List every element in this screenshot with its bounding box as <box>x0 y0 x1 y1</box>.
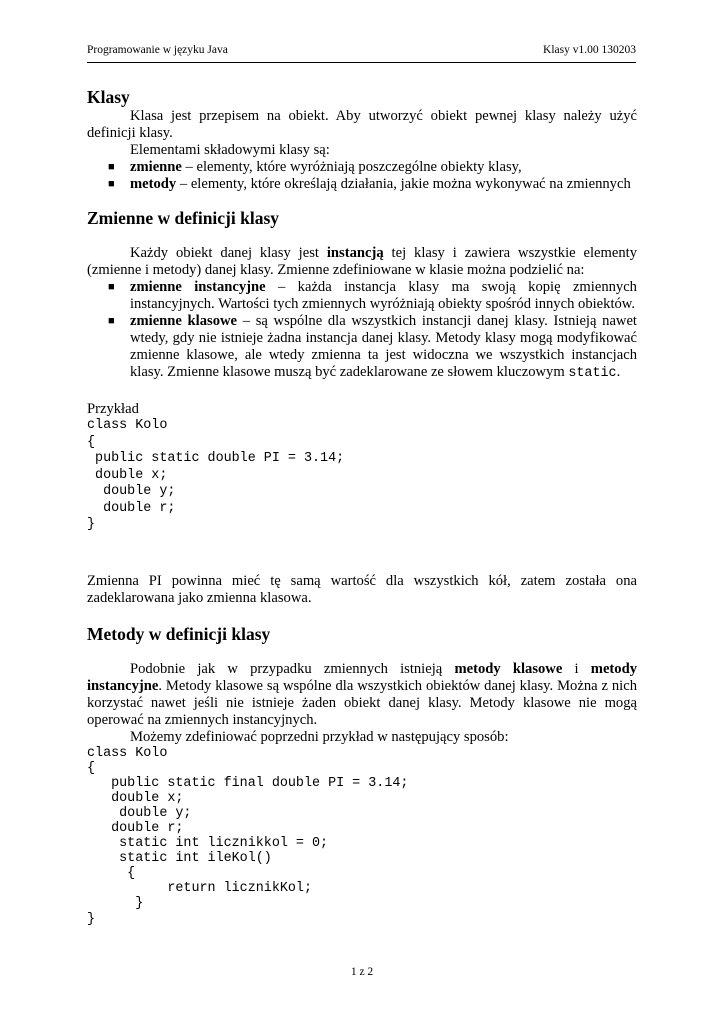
bullet-icon: ■ <box>108 161 115 173</box>
example-label: Przykład <box>87 401 139 417</box>
document-body <box>87 86 637 927</box>
code-block: class Kolo { public static final double PI = 3.14; double x; double y; double r; static int licznikkol = 0; static int ileKol() { return licznikKol; } } <box>87 745 409 927</box>
section-title-metody: Metody w definicji klasy <box>87 623 271 644</box>
bullet-icon: ■ <box>108 315 115 327</box>
section-title-zmienne: Zmienne w definicji klasy <box>87 208 280 228</box>
list-item-text: – są wspólne dla wszystkich instancji danej klasy. Istnieją nawet wtedy, gdy nie istnieje żadna instancja danej klasy. Metody klasy mogą modyfikować zmienne klasowe, ale wtedy zmienna ta jest widoczna we wszystkich instancjach klasy. Zmienne klasowe muszą być zadeklarowane ze słowem kluczowym <box>130 313 637 380</box>
text-run: . <box>616 364 621 380</box>
paragraph: Elementami składowymi klasy są: <box>130 142 330 158</box>
bold-term: metody instancyjne <box>87 660 637 694</box>
bold-term: zmienne <box>130 159 182 175</box>
bold-term: metody klasowe <box>454 660 563 677</box>
header-title: Programowanie w języku Java <box>87 44 228 56</box>
paragraph: Zmienna PI powinna mieć tę samą wartość dla wszystkich kół, zatem została ona zadeklarowana jako zmienna klasowa. <box>87 572 637 606</box>
text-run: Podobnie jak w przypadku zmiennych istnieją <box>130 660 455 677</box>
bullet-icon: ■ <box>108 281 115 293</box>
bullet-icon: ■ <box>108 178 115 190</box>
list-item <box>87 176 637 193</box>
paragraph <box>87 245 637 279</box>
header-version: Klasy v1.00 130203 <box>543 44 636 56</box>
bullet-list <box>87 279 637 382</box>
bold-term: metody <box>130 176 177 192</box>
list-item <box>87 159 637 176</box>
section-title-klasy: Klasy <box>87 87 130 107</box>
text-run: . Metody klasowe są wspólne dla wszystkich obiektów danej klasy. Można z nich korzystać nawet jeśli nie istnieje żaden obiekt danej klasy. Metody klasowe nie mogą operować na zmiennych instancyjnych. <box>87 677 637 728</box>
code-block: class Kolo { public static double PI = 3.14; double x; double y; double r; } <box>87 418 345 532</box>
list-item <box>87 279 637 313</box>
bold-term: zmienne instancyjne <box>130 279 266 295</box>
list-item-text: – elementy, które wyróżniają poszczególne obiekty klasy, <box>181 159 522 175</box>
text-run: tej klasy i zawiera wszystkie elementy (zmienne i metody) danej klasy. Zmienne zdefiniowane w klasie można podzielić na: <box>87 245 638 278</box>
header-divider <box>87 62 636 63</box>
page-number: 1 z 2 <box>350 966 374 978</box>
text-run: i <box>562 660 591 677</box>
list-item <box>87 313 637 382</box>
text-run: Każdy obiekt danej klasy jest <box>130 245 327 261</box>
bold-term: zmienne klasowe <box>130 313 238 329</box>
bold-term: instancją <box>326 245 384 261</box>
inline-code: static <box>568 366 617 381</box>
paragraph: Klasa jest przepisem na obiekt. Aby utworzyć obiekt pewnej klasy należy użyć definicji klasy. <box>87 108 637 141</box>
bullet-list <box>87 159 637 193</box>
list-item-text: – elementy, które określają działania, jakie można wykonywać na zmiennych <box>176 176 631 192</box>
paragraph <box>87 661 637 729</box>
paragraph: Możemy zdefiniować poprzedni przykład w następujący sposób: <box>130 728 509 745</box>
list-item-text: – każda instancja klasy ma swoją kopię zmiennych instancyjnych. Wartości tych zmiennych wyróżniają obiekty spośród innych obiektów. <box>130 279 637 312</box>
